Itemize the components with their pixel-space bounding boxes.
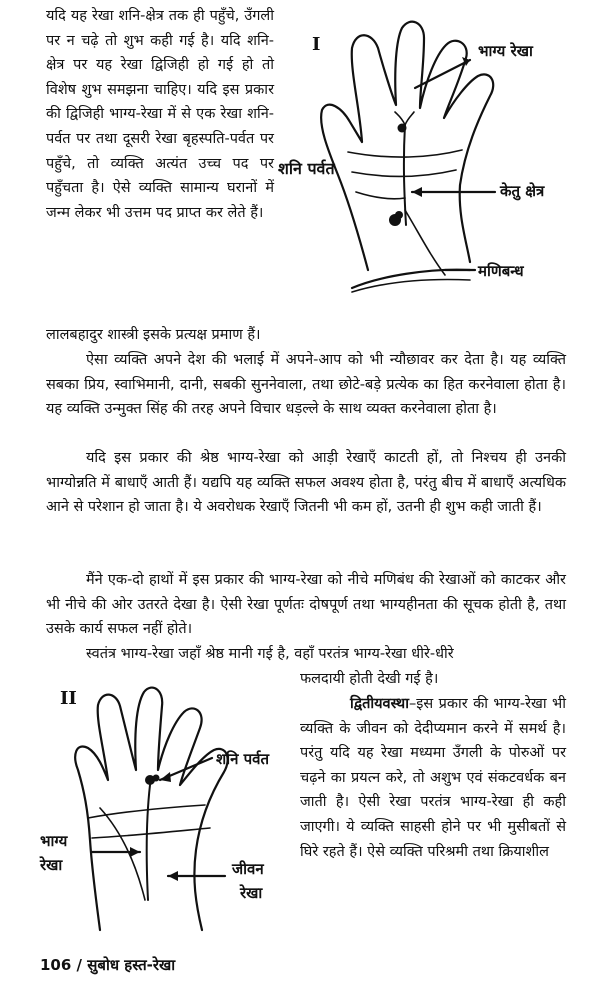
paragraph-4: मैंने एक-दो हाथों में इस प्रकार की भाग्य-रेखा को नीचे मणिबंध की रेखाओं को काटकर और भी नीचे की ओर उतरते देखा है। ऐसी रेखा पूर्णतः दोषपूर्ण तथा भाग्यहीनता की सूचक होती है, तथा उसके कार्य सफल नहीं होते। <box>46 572 566 638</box>
label-jeevan: जीवन <box>232 860 264 878</box>
paragraph-5-tail: फलदायी होती देखी गई है। <box>300 671 439 687</box>
figure-2-number: II <box>60 688 77 709</box>
intro-paragraph-tail: लालबहादुर शास्त्री इसके प्रत्यक्ष प्रमाण हैं। <box>46 327 261 343</box>
paragraph-3: यदि इस प्रकार की श्रेष्ठ भाग्य-रेखा को आड़ी रेखाएँ काटती हों, तो निश्चय ही उनकी भाग्योन्नति में बाधाएँ आती हैं। यद्यपि यह व्यक्ति सफल अवश्य होता है, परंतु बीच में बाधाएँ अत्यधिक आने से परेशान हो जाता है। ये अवरोधक रेखाएँ जितनी भी कम हों, उतनी ही शुभ कही जाती हैं। <box>46 450 566 516</box>
paragraph-2: ऐसा व्यक्ति अपने देश की भलाई में अपने-आप को भी न्यौछावर कर देता है। यह व्यक्ति सबका प्रिय, स्वाभिमानी, दानी, सबकी सुननेवाला, तथा छोटे-बड़े प्रत्येक का हित करनेवाला होता है। यह व्यक्ति उन्मुक्त सिंह की तरह अपने विचार धड़ल्ले के साथ व्यक्त करनेवाला होता है। <box>46 352 566 418</box>
page-footer: 106 / सुबोध हस्त-रेखा <box>40 956 176 974</box>
label-rekha-right: रेखा <box>240 884 263 902</box>
label-bhagya: भाग्य <box>40 832 68 850</box>
intro-paragraph: यदि यह रेखा शनि-क्षेत्र तक ही पहुँचे, उँगली पर न चढ़े तो शुभ कही गई है। यदि शनि-क्षेत्र पर यह रेखा द्विजिही हो गई हो तो विशेष शुभ समझना चाहिए। यदि इस प्रकार की द्विजिही भाग्य-रेखा में से एक रेखा शनि-पर्वत पर तथा दूसरी रेखा बृहस्पति-पर्वत पर पहुँचे, तो व्यक्ति अत्यंत उच्च पद पर पहुँचता है। ऐसे व्यक्ति सामान्य घरानों में जन्म लेकर भी उत्तम पद प्राप्त कर लेते हैं। <box>46 8 274 221</box>
paragraph-6-body: –इस प्रकार की भाग्य-रेखा भी व्यक्ति के जीवन को देदीप्यमान करने में समर्थ है। परंतु यदि यह रेखा मध्यमा उँगली के पोरुओं पर चढ़ने का प्रयत्न करे, तो अशुभ एवं संकटवर्धक बन जाती है। ऐसी रेखा परतंत्र भाग्य-रेखा ही कही जाएगी। ये व्यक्ति साहसी होने पर भी मुसीबतों से घिरे रहते हैं। ऐसे व्यक्ति परिश्रमी तथा क्रियाशील <box>300 696 566 860</box>
figure-1-number: I <box>312 34 321 55</box>
label-manibandh: मणिबन्ध <box>478 262 524 280</box>
label-rekha-left: रेखा <box>40 856 63 874</box>
label-ketu-kshetra: केतु क्षेत्र <box>500 182 545 200</box>
label-bhagya-rekha: भाग्य रेखा <box>478 42 533 60</box>
paragraph-6-heading: द्वितीयवस्था <box>350 696 409 712</box>
paragraph-5: स्वतंत्र भाग्य-रेखा जहाँ श्रेष्ठ मानी गई है, वहाँ परतंत्र भाग्य-रेखा धीरे-धीरे <box>86 646 454 662</box>
label-shani-parvat: शनि पर्वत <box>278 159 335 178</box>
label-shani-parvat-2: शनि पर्वत <box>216 750 270 768</box>
